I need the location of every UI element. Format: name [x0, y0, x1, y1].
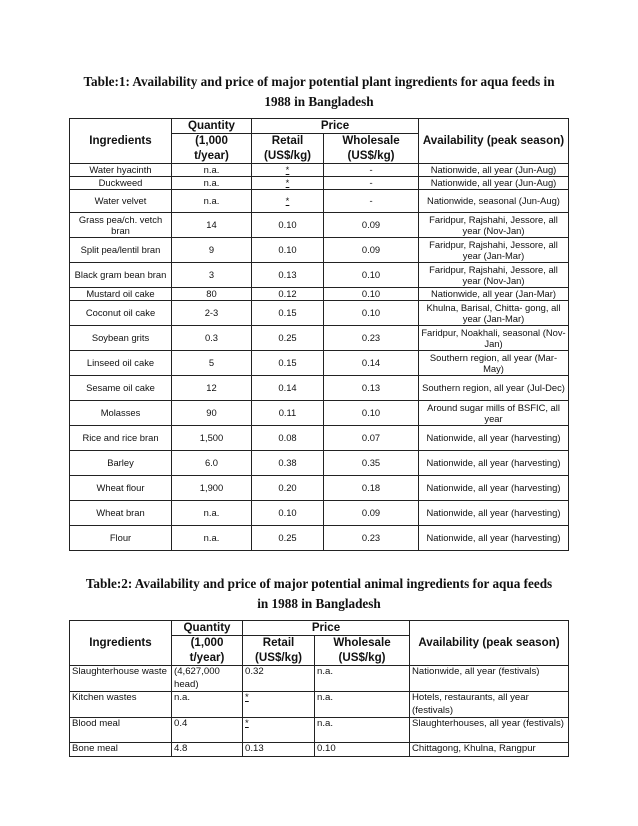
retail-cell: 0.38 [252, 451, 324, 476]
wholesale-cell: 0.23 [324, 526, 419, 551]
table2-header-row-1 [70, 621, 569, 636]
retail-cell: 0.12 [252, 288, 324, 301]
table1-header-ingredients: Ingredients [70, 119, 172, 164]
table2-caption [66, 574, 572, 614]
availability-cell: Southern region, all year (Mar-May) [419, 351, 569, 376]
availability-cell: Nationwide, all year (harvesting) [419, 526, 569, 551]
table1-header-price: Price [252, 119, 419, 134]
retail-cell: 0.25 [252, 326, 324, 351]
wholesale-cell: 0.07 [324, 426, 419, 451]
table1-header-quantity-line2: (1,000 [172, 134, 252, 149]
quantity-cell: 5 [172, 351, 252, 376]
quantity-cell: 6.0 [172, 451, 252, 476]
table-row [70, 190, 569, 213]
table-row [70, 376, 569, 401]
wholesale-cell: 0.18 [324, 476, 419, 501]
table2-caption-line2: in 1988 in Bangladesh [257, 596, 381, 611]
table2-header-ingredients: Ingredients [70, 621, 172, 666]
quantity-cell: 0.3 [172, 326, 252, 351]
table2-header-quantity-line1: Quantity [172, 621, 243, 636]
availability-cell: Faridpur, Rajshahi, Jessore, all year (Nov-Jan) [419, 263, 569, 288]
retail-cell: * [243, 692, 315, 718]
table1-caption [66, 72, 572, 112]
availability-cell: Nationwide, all year (festivals) [410, 666, 569, 692]
retail-cell: 0.10 [252, 238, 324, 263]
quantity-cell: n.a. [172, 501, 252, 526]
table-row [70, 426, 569, 451]
availability-cell: Nationwide, all year (harvesting) [419, 426, 569, 451]
table1-header-retail-line1: Retail [252, 134, 324, 149]
wholesale-cell: 0.09 [324, 238, 419, 263]
table-row [70, 288, 569, 301]
wholesale-cell: 0.10 [324, 263, 419, 288]
ingredient-cell: Blood meal [70, 718, 172, 743]
ingredient-cell: Slaughterhouse waste [70, 666, 172, 692]
availability-cell: Nationwide, all year (Jun-Aug) [419, 177, 569, 190]
ingredient-cell: Rice and rice bran [70, 426, 172, 451]
quantity-cell: 0.4 [172, 718, 243, 743]
table2-header-wholesale-line2: (US$/kg) [315, 651, 410, 666]
retail-cell: * [252, 177, 324, 190]
wholesale-cell: - [324, 164, 419, 177]
availability-cell: Nationwide, all year (Jan-Mar) [419, 288, 569, 301]
wholesale-cell: n.a. [315, 718, 410, 743]
table-row [70, 718, 569, 743]
table1-header-availability: Availability (peak season) [419, 119, 569, 164]
ingredient-cell: Wheat bran [70, 501, 172, 526]
retail-cell: 0.32 [243, 666, 315, 692]
wholesale-cell: 0.13 [324, 376, 419, 401]
ingredient-cell: Duckweed [70, 177, 172, 190]
table-row [70, 451, 569, 476]
retail-cell: * [243, 718, 315, 743]
table-row [70, 351, 569, 376]
availability-cell: Slaughterhouses, all year (festivals) [410, 718, 569, 743]
availability-cell: Faridpur, Rajshahi, Jessore, all year (Nov-Jan) [419, 213, 569, 238]
ingredient-cell: Mustard oil cake [70, 288, 172, 301]
table1-header-wholesale-line2: (US$/kg) [324, 149, 419, 164]
availability-cell: Nationwide, seasonal (Jun-Aug) [419, 190, 569, 213]
wholesale-cell: n.a. [315, 666, 410, 692]
wholesale-cell: - [324, 177, 419, 190]
ingredient-cell: Split pea/lentil bran [70, 238, 172, 263]
retail-cell: 0.08 [252, 426, 324, 451]
table2-header-quantity-line2: (1,000 [172, 636, 243, 651]
quantity-cell: 3 [172, 263, 252, 288]
retail-cell: 0.10 [252, 501, 324, 526]
quantity-cell: n.a. [172, 190, 252, 213]
table1-header-wholesale-line1: Wholesale [324, 134, 419, 149]
table-row [70, 213, 569, 238]
wholesale-cell: - [324, 190, 419, 213]
availability-cell: Nationwide, all year (harvesting) [419, 451, 569, 476]
table-row [70, 743, 569, 757]
quantity-cell: 80 [172, 288, 252, 301]
retail-cell: 0.13 [252, 263, 324, 288]
plant-ingredients-table [69, 118, 569, 551]
ingredient-cell: Molasses [70, 401, 172, 426]
table1-header-row-1 [70, 119, 569, 134]
table-row [70, 526, 569, 551]
ingredient-cell: Wheat flour [70, 476, 172, 501]
availability-cell: Southern region, all year (Jul-Dec) [419, 376, 569, 401]
availability-cell: Faridpur, Rajshahi, Jessore, all year (Jan-Mar) [419, 238, 569, 263]
table-row [70, 501, 569, 526]
table-row [70, 164, 569, 177]
ingredient-cell: Soybean grits [70, 326, 172, 351]
retail-cell: 0.25 [252, 526, 324, 551]
table1-caption-line2: 1988 in Bangladesh [264, 94, 374, 109]
wholesale-cell: n.a. [315, 692, 410, 718]
availability-cell: Chittagong, Khulna, Rangpur [410, 743, 569, 757]
wholesale-cell: 0.09 [324, 213, 419, 238]
retail-cell: 0.15 [252, 351, 324, 376]
wholesale-cell: 0.35 [324, 451, 419, 476]
retail-cell: 0.13 [243, 743, 315, 757]
table-row [70, 263, 569, 288]
ingredient-cell: Coconut oil cake [70, 301, 172, 326]
ingredient-cell: Flour [70, 526, 172, 551]
quantity-cell: 2-3 [172, 301, 252, 326]
ingredient-cell: Water hyacinth [70, 164, 172, 177]
retail-cell: * [252, 164, 324, 177]
ingredient-cell: Barley [70, 451, 172, 476]
quantity-cell: 9 [172, 238, 252, 263]
table2-header-wholesale-line1: Wholesale [315, 636, 410, 651]
retail-cell: * [252, 190, 324, 213]
wholesale-cell: 0.14 [324, 351, 419, 376]
quantity-cell: n.a. [172, 164, 252, 177]
table1-header-retail-line2: (US$/kg) [252, 149, 324, 164]
availability-cell: Nationwide, all year (harvesting) [419, 501, 569, 526]
availability-cell: Nationwide, all year (harvesting) [419, 476, 569, 501]
retail-cell: 0.15 [252, 301, 324, 326]
table1-header-quantity-line1: Quantity [172, 119, 252, 134]
ingredient-cell: Grass pea/ch. vetch bran [70, 213, 172, 238]
table2-header-retail-line2: (US$/kg) [243, 651, 315, 666]
wholesale-cell: 0.10 [324, 301, 419, 326]
wholesale-cell: 0.10 [324, 401, 419, 426]
quantity-cell: n.a. [172, 526, 252, 551]
retail-cell: 0.20 [252, 476, 324, 501]
quantity-cell: 90 [172, 401, 252, 426]
quantity-cell: n.a. [172, 692, 243, 718]
ingredient-cell: Water velvet [70, 190, 172, 213]
quantity-cell: 1,500 [172, 426, 252, 451]
quantity-cell: 1,900 [172, 476, 252, 501]
quantity-cell: (4,627,000 head) [172, 666, 243, 692]
table2-header-quantity-line3: t/year) [172, 651, 243, 666]
ingredient-cell: Bone meal [70, 743, 172, 757]
retail-cell: 0.10 [252, 213, 324, 238]
quantity-cell: 12 [172, 376, 252, 401]
table2-header-availability: Availability (peak season) [410, 621, 569, 666]
retail-cell: 0.14 [252, 376, 324, 401]
quantity-cell: 4.8 [172, 743, 243, 757]
wholesale-cell: 0.23 [324, 326, 419, 351]
animal-ingredients-table [69, 620, 569, 757]
wholesale-cell: 0.09 [324, 501, 419, 526]
ingredient-cell: Sesame oil cake [70, 376, 172, 401]
availability-cell: Nationwide, all year (Jun-Aug) [419, 164, 569, 177]
table-row [70, 476, 569, 501]
table-row [70, 692, 569, 718]
wholesale-cell: 0.10 [324, 288, 419, 301]
ingredient-cell: Black gram bean bran [70, 263, 172, 288]
table1-header-quantity-line3: t/year) [172, 149, 252, 164]
ingredient-cell: Linseed oil cake [70, 351, 172, 376]
wholesale-cell: 0.10 [315, 743, 410, 757]
table-row [70, 238, 569, 263]
table-row [70, 326, 569, 351]
table2-caption-line1: Table:2: Availability and price of major potential animal ingredients for aqua feeds [85, 576, 553, 591]
table1-caption-line1: Table:1: Availability and price of major potential plant ingredients for aqua feeds in [83, 74, 555, 89]
quantity-cell: 14 [172, 213, 252, 238]
table-row [70, 177, 569, 190]
availability-cell: Hotels, restaurants, all year (festivals) [410, 692, 569, 718]
availability-cell: Around sugar mills of BSFIC, all year [419, 401, 569, 426]
availability-cell: Faridpur, Noakhali, seasonal (Nov-Jan) [419, 326, 569, 351]
availability-cell: Khulna, Barisal, Chitta- gong, all year (Jan-Mar) [419, 301, 569, 326]
table-row [70, 666, 569, 692]
table2-header-retail-line1: Retail [243, 636, 315, 651]
quantity-cell: n.a. [172, 177, 252, 190]
retail-cell: 0.11 [252, 401, 324, 426]
table2-header-price: Price [243, 621, 410, 636]
table-row [70, 301, 569, 326]
table-row [70, 401, 569, 426]
ingredient-cell: Kitchen wastes [70, 692, 172, 718]
